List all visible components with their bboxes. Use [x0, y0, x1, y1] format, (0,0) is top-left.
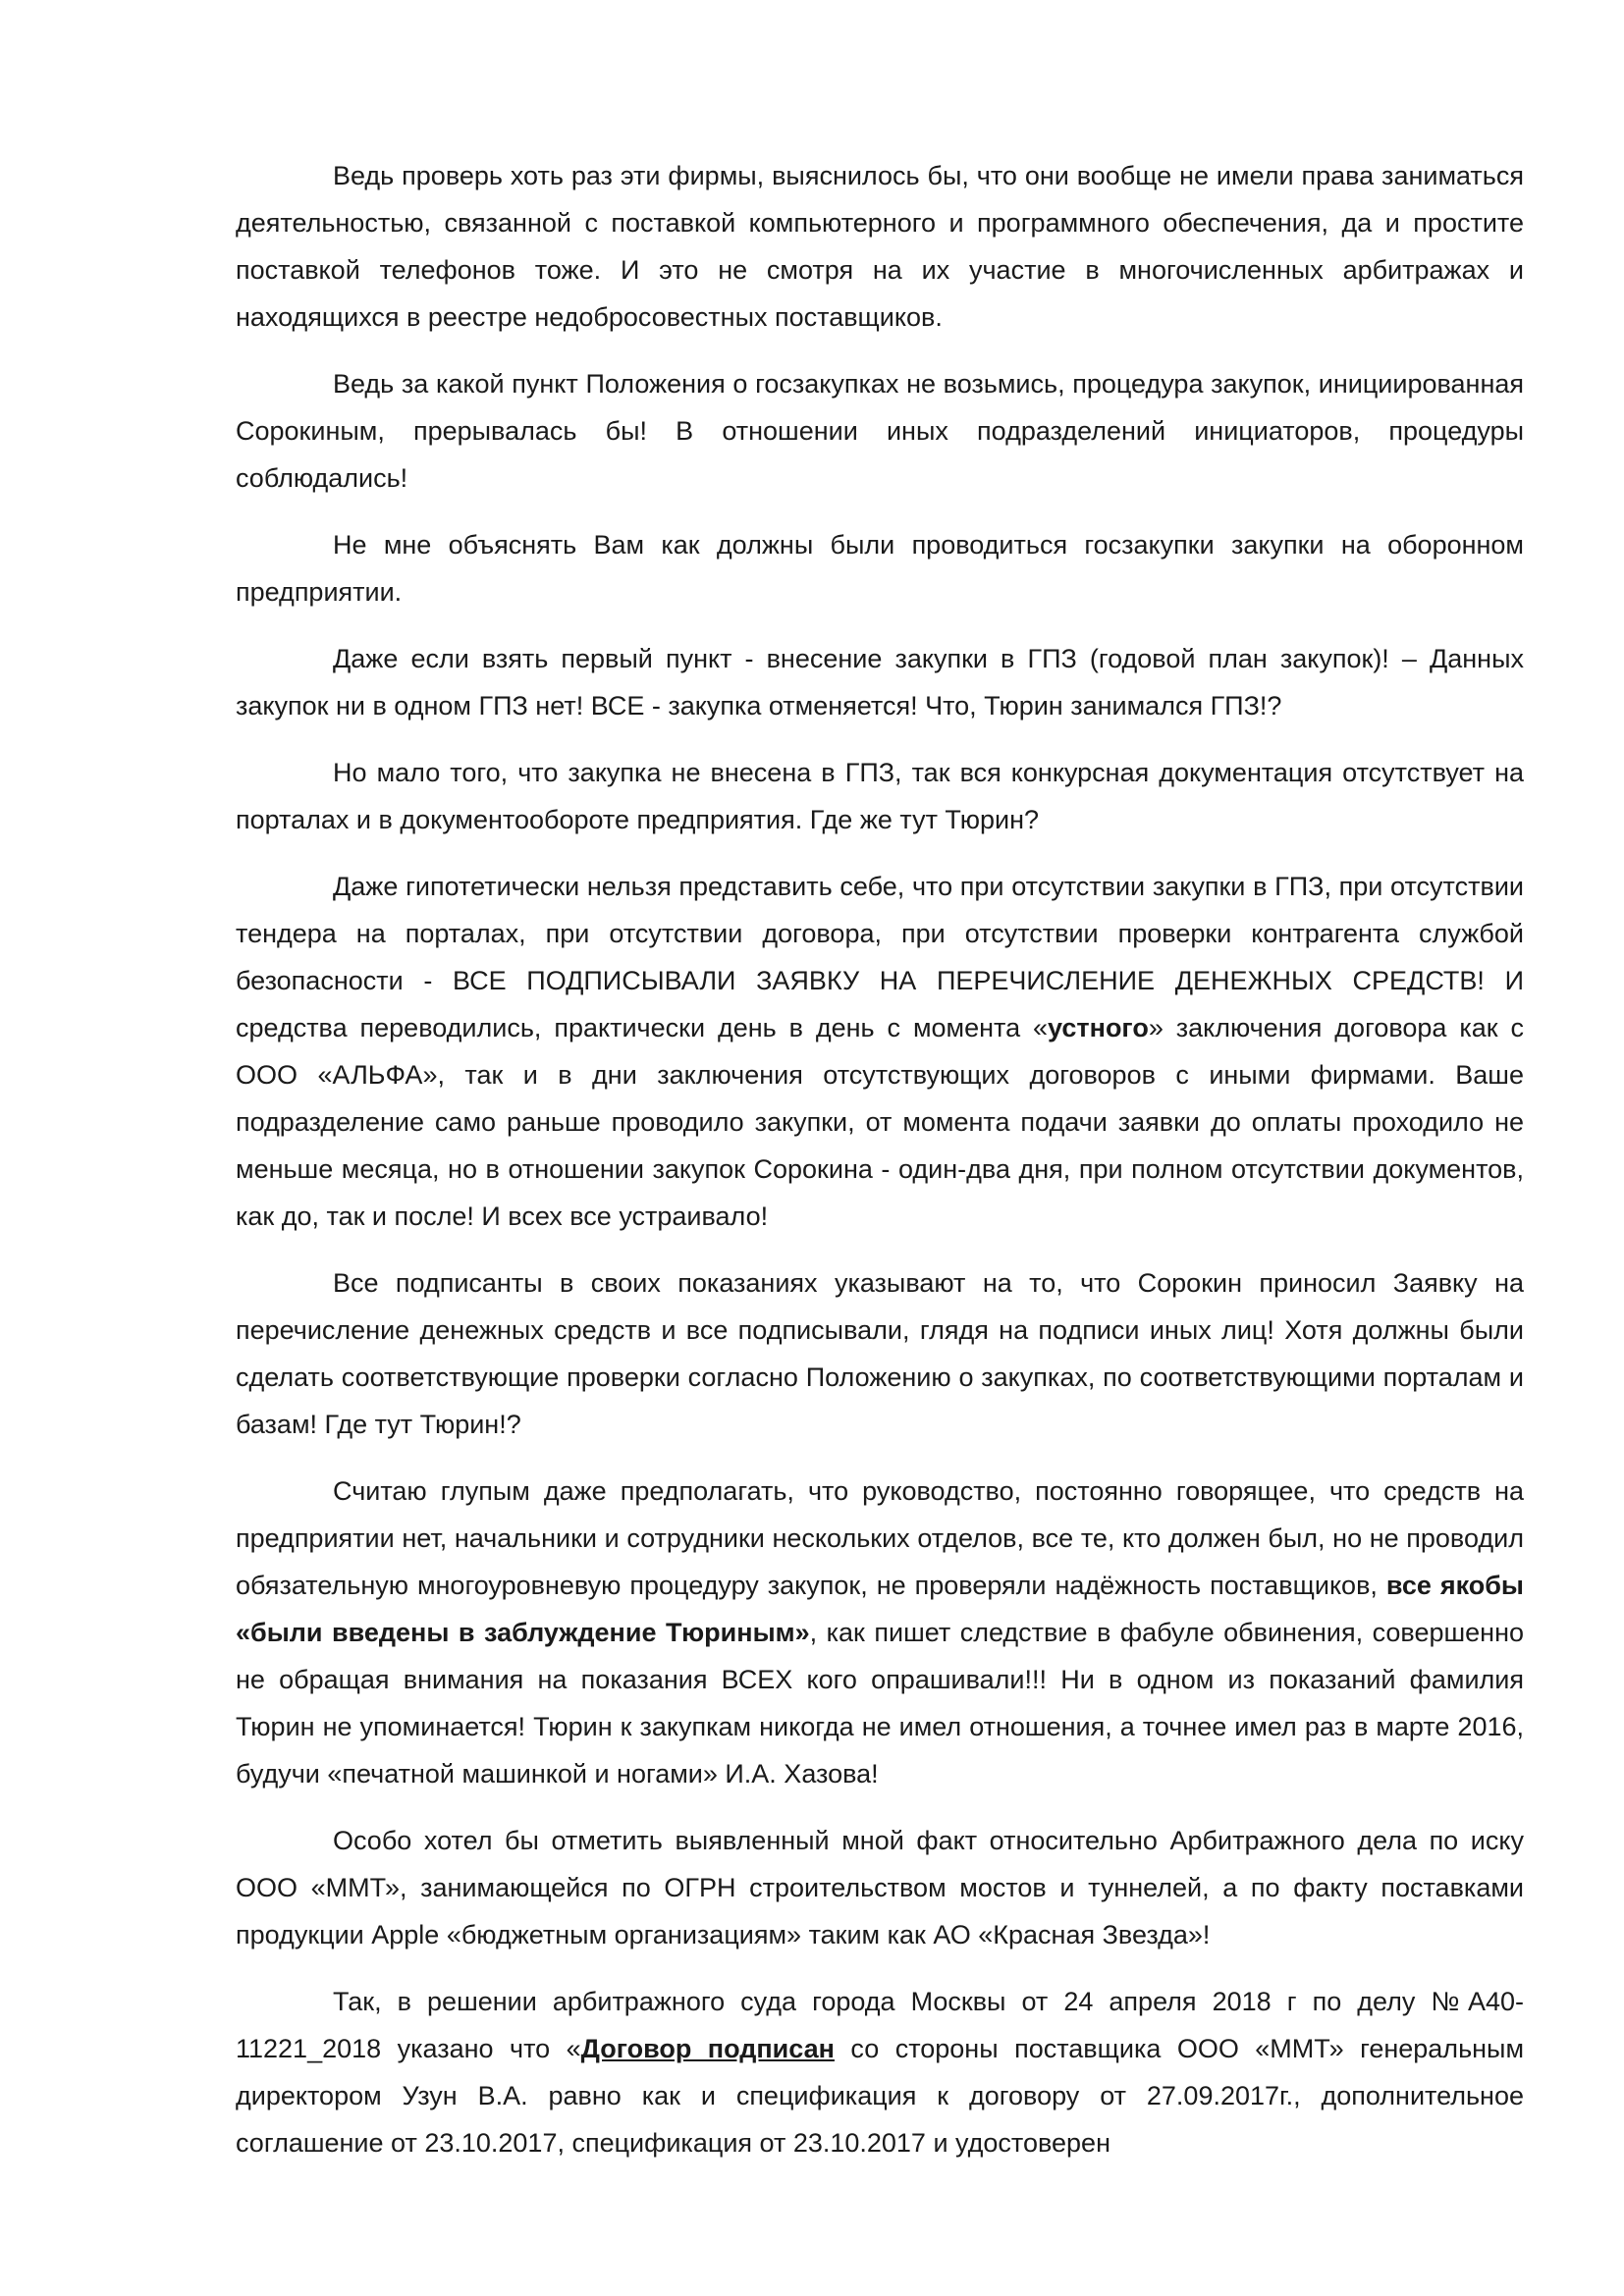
- paragraph-1-text: Ведь проверь хоть раз эти фирмы, выяснилось бы, что они вообще не имели права заниматься деятельностью, связанной с поставкой компьютерного и программного обеспечения, да и простите поставкой телефонов тоже. И это не смотря на их участие в многочисленных арбитражах и находящихся в реестре недобросовестных поставщиков.: [236, 161, 1524, 332]
- paragraph-6-text-start: Даже гипотетически нельзя представить себе, что при отсутствии закупки в ГПЗ, при отсутствии тендера на порталах, при отсутствии договора, при отсутствии проверки контрагента службой безопасности - ВСЕ ПОДПИСЫВАЛИ ЗАЯВКУ НА ПЕРЕЧИСЛЕНИЕ ДЕНЕЖНЫХ СРЕДСТВ! И средства переводились, практически день в день с момента «: [236, 872, 1524, 1042]
- paragraph-9-text: Особо хотел бы отметить выявленный мной факт относительно Арбитражного дела по иску ООО «ММТ», занимающейся по ОГРН строительством мостов и туннелей, а по факту поставками продукции Apple «бюджетным организациям» таким как АО «Красная Звезда»!: [236, 1826, 1524, 1949]
- emphasis-dogovor-podpisan: Договор подписан: [580, 2034, 835, 2063]
- emphasis-vvedeny-v-zabluzhdenie: все якобы «были введены в заблуждение Тюриным»: [236, 1571, 1524, 1647]
- paragraph-10: [236, 1978, 1524, 2166]
- paragraph-10-text-start: Так, в решении арбитражного суда города Москвы от 24 апреля 2018 г по делу №А40-11221_2018 указано что «: [236, 1987, 1524, 2063]
- paragraph-7-text: Все подписанты в своих показаниях указывают на то, что Сорокин приносил Заявку на перечисление денежных средств и все подписывали, глядя на подписи иных лиц! Хотя должны были сделать соответствующие проверки согласно Положению о закупках, по соответствующими порталам и базам! Где тут Тюрин!?: [236, 1268, 1524, 1439]
- paragraph-8-text-start: Считаю глупым даже предполагать, что руководство, постоянно говорящее, что средств на предприятии нет, начальники и сотрудники нескольких отделов, все те, кто должен был, но не проводил обязательную многоуровневую процедуру закупок, не проверяли надёжность поставщиков,: [236, 1476, 1524, 1600]
- paragraph-6: [236, 863, 1524, 1240]
- paragraph-1: [236, 152, 1524, 341]
- paragraph-2: [236, 360, 1524, 502]
- document-page: [236, 152, 1524, 2186]
- paragraph-3: [236, 521, 1524, 615]
- paragraph-5: [236, 749, 1524, 843]
- paragraph-3-text: Не мне объяснять Вам как должны были проводиться госзакупки закупки на оборонном предприятии.: [236, 530, 1524, 607]
- paragraph-8: [236, 1468, 1524, 1797]
- emphasis-ustnogo: устного: [1048, 1013, 1149, 1042]
- paragraph-2-text: Ведь за какой пункт Положения о госзакупках не возьмись, процедура закупок, инициированная Сорокиным, прерывалась бы! В отношении иных подразделений инициаторов, процедуры соблюдались!: [236, 369, 1524, 493]
- paragraph-9: [236, 1817, 1524, 1958]
- paragraph-8-text-end: , как пишет следствие в фабуле обвинения, совершенно не обращая внимания на показания ВСЕХ кого опрашивали!!! Ни в одном из показаний фамилия Тюрин не упоминается! Тюрин к закупкам никогда не имел отношения, а точнее имел раз в марте 2016, будучи «печатной машинкой и ногами» И.А. Хазова!: [236, 1618, 1525, 1789]
- paragraph-4-text: Даже если взять первый пункт - внесение закупки в ГПЗ (годовой план закупок)! – Данных закупок ни в одном ГПЗ нет! ВСЕ - закупка отменяется! Что, Тюрин занимался ГПЗ!?: [236, 644, 1524, 721]
- paragraph-4: [236, 635, 1524, 729]
- paragraph-5-text: Но мало того, что закупка не внесена в ГПЗ, так вся конкурсная документация отсутствует на порталах и в документообороте предприятия. Где же тут Тюрин?: [236, 758, 1524, 834]
- paragraph-7: [236, 1259, 1524, 1448]
- paragraph-10-text-end: со стороны поставщика ООО «ММТ» генеральным директором Узун В.А. равно как и спецификация к договору от 27.09.2017г., дополнительное соглашение от 23.10.2017, спецификация от 23.10.2017 и удостоверен: [236, 2034, 1525, 2158]
- paragraph-6-text-end: » заключения договора как с ООО «АЛЬФА», так и в дни заключения отсутствующих договоров с иными фирмами. Ваше подразделение само раньше проводило закупки, от момента подачи заявки до оплаты проходило не меньше месяца, но в отношении закупок Сорокина - один-два дня, при полном отсутствии документов, как до, так и после! И всех все устраивало!: [236, 1013, 1525, 1231]
